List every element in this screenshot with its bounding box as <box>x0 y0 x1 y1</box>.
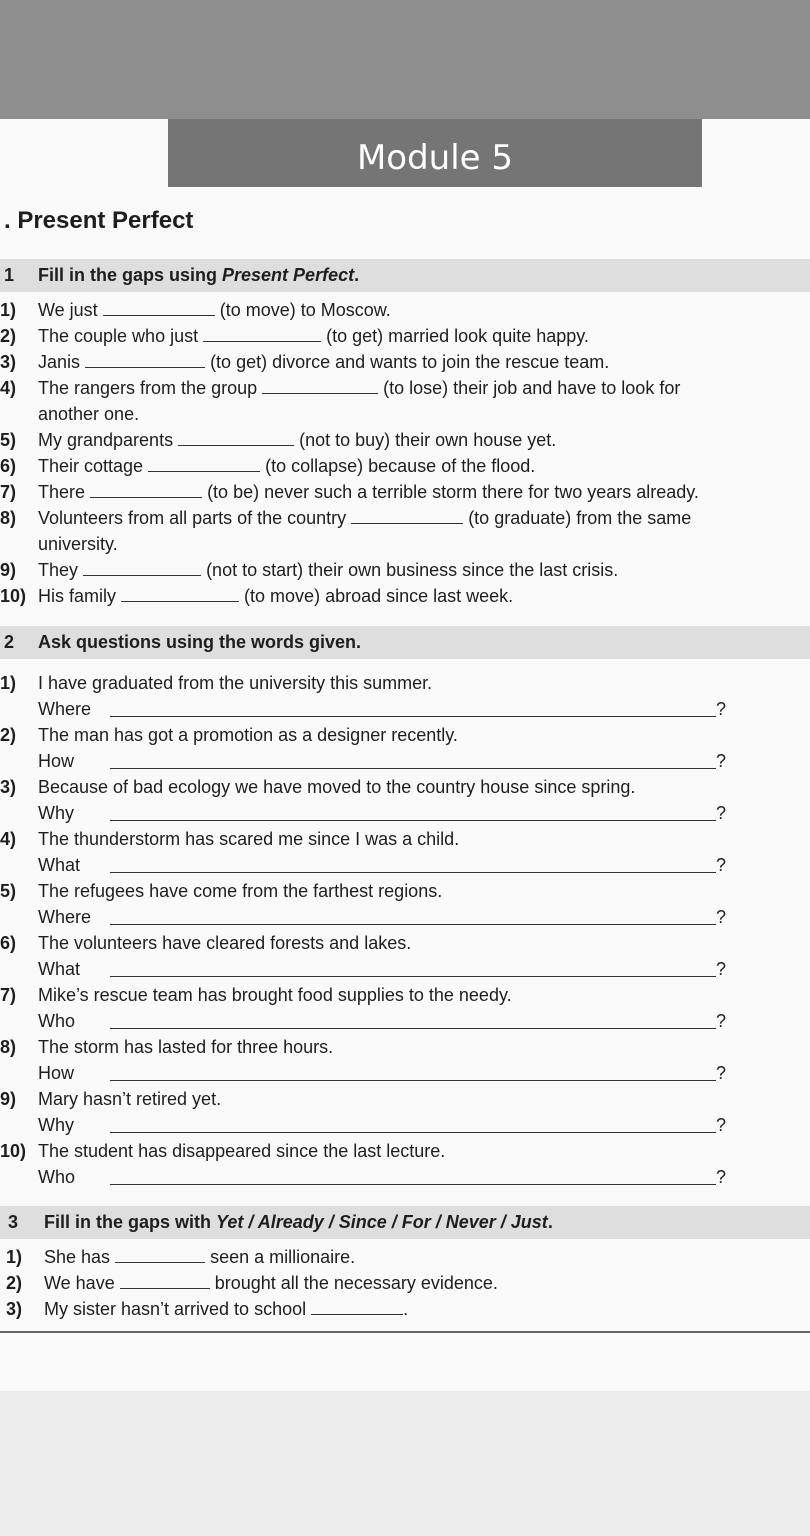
answer-gap[interactable] <box>262 378 378 394</box>
answer-gap[interactable] <box>121 586 239 602</box>
answer-line[interactable] <box>110 1028 716 1029</box>
answer-line[interactable] <box>110 1132 716 1133</box>
task-number: 1 <box>4 265 15 285</box>
answer-gap[interactable] <box>178 430 294 446</box>
answer-gap[interactable] <box>351 508 463 524</box>
answer-line[interactable] <box>110 924 716 925</box>
answer-line[interactable] <box>110 768 716 769</box>
task-2-header <box>0 626 810 659</box>
task-instruction: Fill in the gaps with Yet / Already / Since / For / Never / Just. <box>44 1212 553 1232</box>
answer-gap[interactable] <box>148 456 260 472</box>
answer-gap[interactable] <box>90 482 202 498</box>
answer-line[interactable] <box>110 872 716 873</box>
section-title: . Present Perfect <box>4 207 194 234</box>
task-3-header <box>0 1206 810 1239</box>
task-instruction: Ask questions using the words given. <box>38 632 362 652</box>
answer-line[interactable] <box>110 1184 716 1185</box>
answer-line[interactable] <box>110 716 716 717</box>
task-instruction: Fill in the gaps using Present Perfect. <box>38 265 360 285</box>
task-1-header <box>0 259 810 292</box>
answer-gap[interactable] <box>85 352 205 368</box>
answer-gap[interactable] <box>311 1299 403 1315</box>
answer-gap[interactable] <box>115 1247 205 1263</box>
module-title: Module 5 <box>356 138 514 178</box>
worksheet-page: Module 5 . Present Perfect 1 Fill in the gaps using Present Perfect. 1) We just (to move) to Moscow. 2) The couple who just (to get) married look quite happy. 3) Janis (to get) divorce and wants to join the rescue team. 4) The rangers from the group (to lose) their job and have to look for another one. 5) My grandparents (not to buy) their own house yet. 6) Their cottage (to collapse) because of the flood. 7) There (to be) never such a terrible storm there for two years already. 8) Volunteers from all parts of the country (to graduate) from the same university. 9) They (not to start) their own business since the last crisis. 10) His family (to move) abroad since last week. 2 Ask questions using the words given. 1) I have graduated from the university this summer. Where ? 2) The man has got a promotion as a designer recently. How ? 3) Because of bad ecology we have moved to the country house since spring. Why ? 4) The thunderstorm has scared me since I was a child. What ? 5) The refugees have come from the farthest regions. Where ? 6) The volunteers have cleared forests and lakes. What ? 7) Mike’s rescue team has brought food supplies to the needy. Who ? 8) The storm has lasted for three hours. How ? 9) Mary hasn’t retired yet. Why ? 10) The student has disappeared since the last lecture. Who ? 3 Fill in the gaps with Yet / Already / Since / For / Never / Just. 1) She has seen a millionaire. 2) We have brought all the necessary evidence. 3) My sister hasn’t arrived to school . <box>0 119 810 1391</box>
task-number: 2 <box>4 632 15 652</box>
answer-gap[interactable] <box>103 300 215 316</box>
answer-gap[interactable] <box>120 1273 210 1289</box>
task-number: 3 <box>8 1212 19 1232</box>
answer-gap[interactable] <box>203 326 321 342</box>
answer-line[interactable] <box>110 976 716 977</box>
answer-line[interactable] <box>110 1080 716 1081</box>
top-gray-bar <box>0 0 810 119</box>
answer-gap[interactable] <box>83 560 201 576</box>
module-banner <box>168 119 702 187</box>
answer-line[interactable] <box>110 820 716 821</box>
bottom-rule <box>0 1331 810 1333</box>
